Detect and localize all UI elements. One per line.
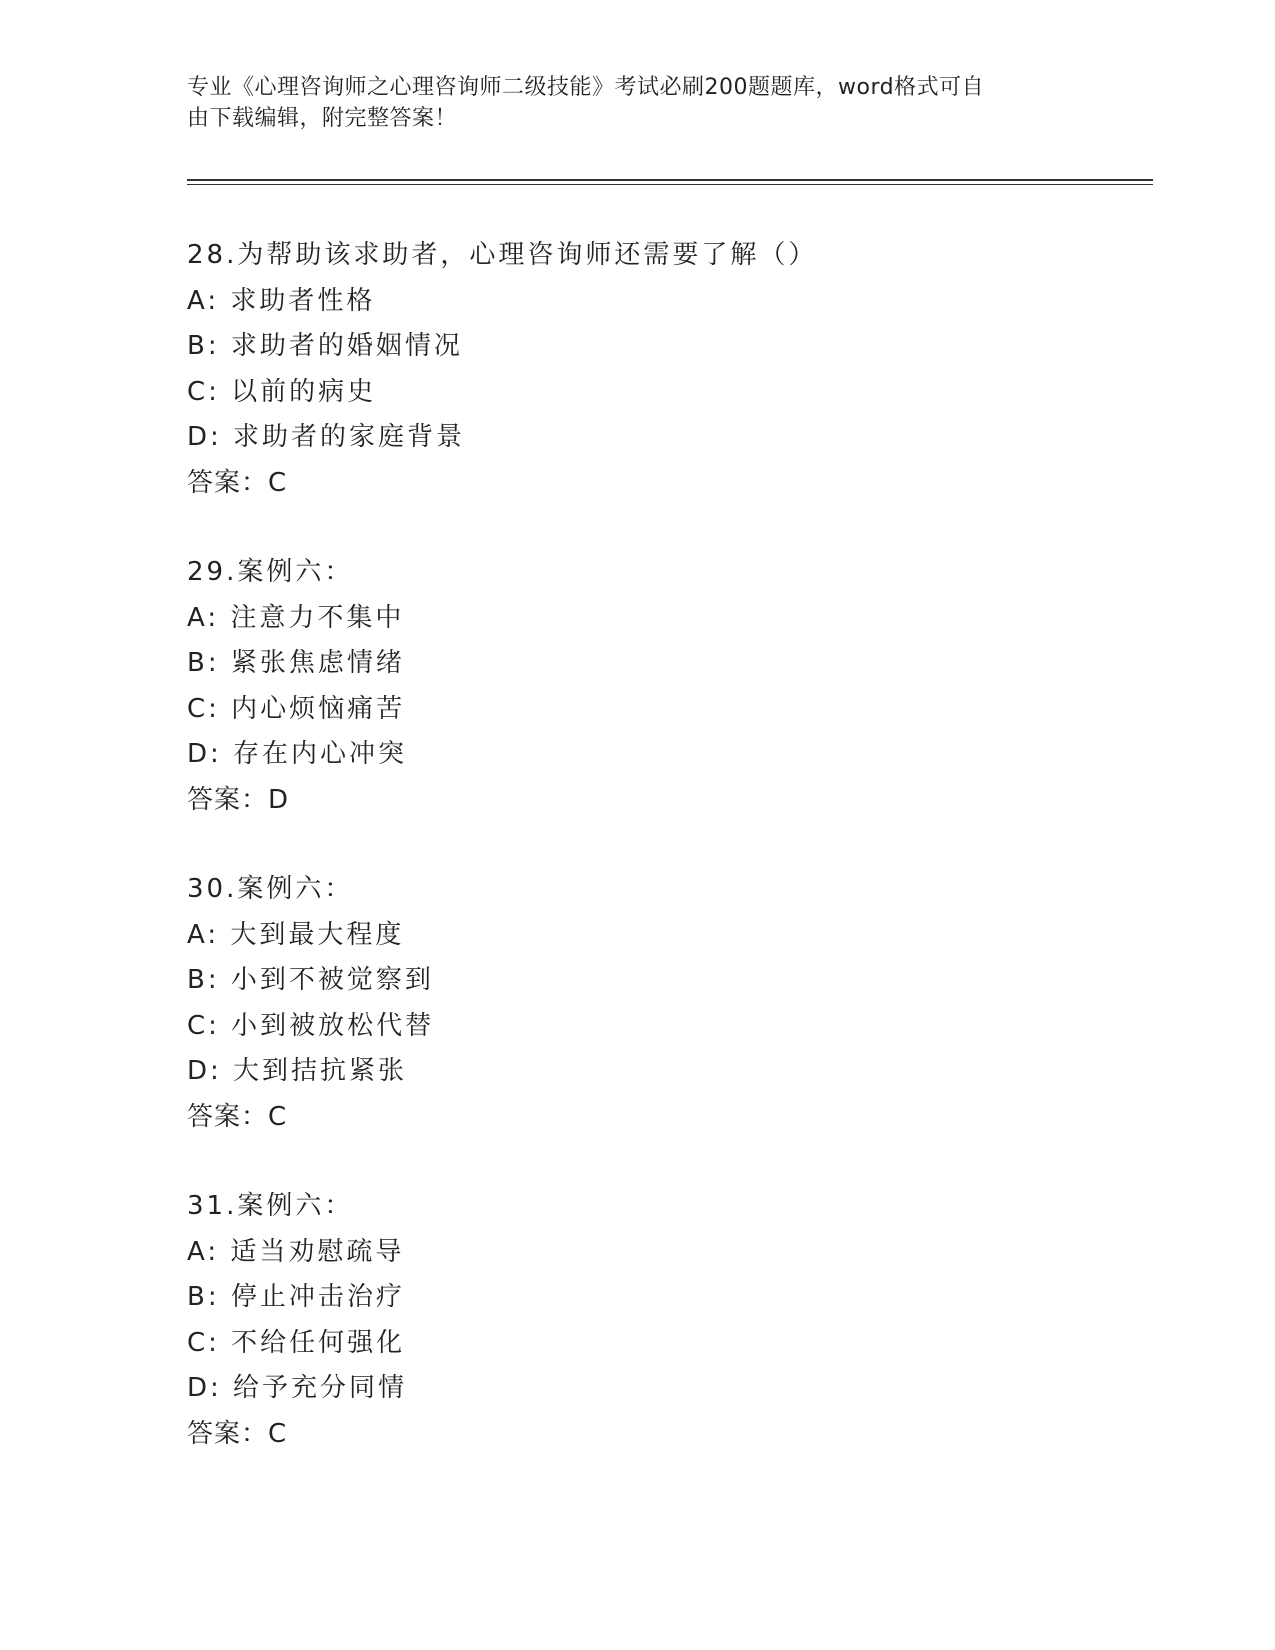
question-30 xyxy=(187,867,817,1140)
question-29 xyxy=(187,550,817,823)
answer: 答案：C xyxy=(187,1101,288,1132)
option-b: B: 小到不被觉察到 xyxy=(187,965,434,995)
question-31 xyxy=(187,1184,817,1457)
option-c: C: 以前的病史 xyxy=(187,376,377,407)
answer: 答案：D xyxy=(187,784,290,815)
option-d: D: 大到拮抗紧张 xyxy=(187,1056,408,1086)
option-c: C: 小到被放松代替 xyxy=(187,1010,435,1041)
header-line-2: 由下载编辑，附完整答案！ xyxy=(187,106,458,131)
option-b: B: 求助者的婚姻情况 xyxy=(187,331,463,361)
header-divider-thick xyxy=(187,179,1153,181)
header-line-1: 专业《心理咨询师之心理咨询师二级技能》考试必刷200题题库，word格式可自 xyxy=(187,75,985,100)
option-d: D: 存在内心冲突 xyxy=(187,739,408,769)
question-stem: 28.为帮助该求助者，心理咨询师还需要了解（） xyxy=(187,240,818,270)
option-b: B: 停止冲击治疗 xyxy=(187,1282,405,1312)
option-c: C: 不给任何强化 xyxy=(187,1327,406,1358)
option-a: A: 大到最大程度 xyxy=(187,919,405,950)
option-a: A: 求助者性格 xyxy=(187,285,376,316)
question-28 xyxy=(187,233,817,506)
option-a: A: 适当劝慰疏导 xyxy=(187,1236,405,1267)
question-list xyxy=(187,233,817,1501)
document-header xyxy=(187,72,1067,134)
question-stem: 29.案例六： xyxy=(187,557,354,587)
question-stem: 31.案例六： xyxy=(187,1191,354,1221)
question-stem: 30.案例六： xyxy=(187,874,354,904)
answer: 答案：C xyxy=(187,467,288,498)
option-b: B: 紧张焦虑情绪 xyxy=(187,648,405,678)
option-d: D: 给予充分同情 xyxy=(187,1373,408,1403)
option-c: C: 内心烦恼痛苦 xyxy=(187,693,406,724)
option-a: A: 注意力不集中 xyxy=(187,602,405,633)
option-d: D: 求助者的家庭背景 xyxy=(187,422,466,452)
header-divider-thin xyxy=(187,184,1153,185)
answer: 答案：C xyxy=(187,1418,288,1449)
